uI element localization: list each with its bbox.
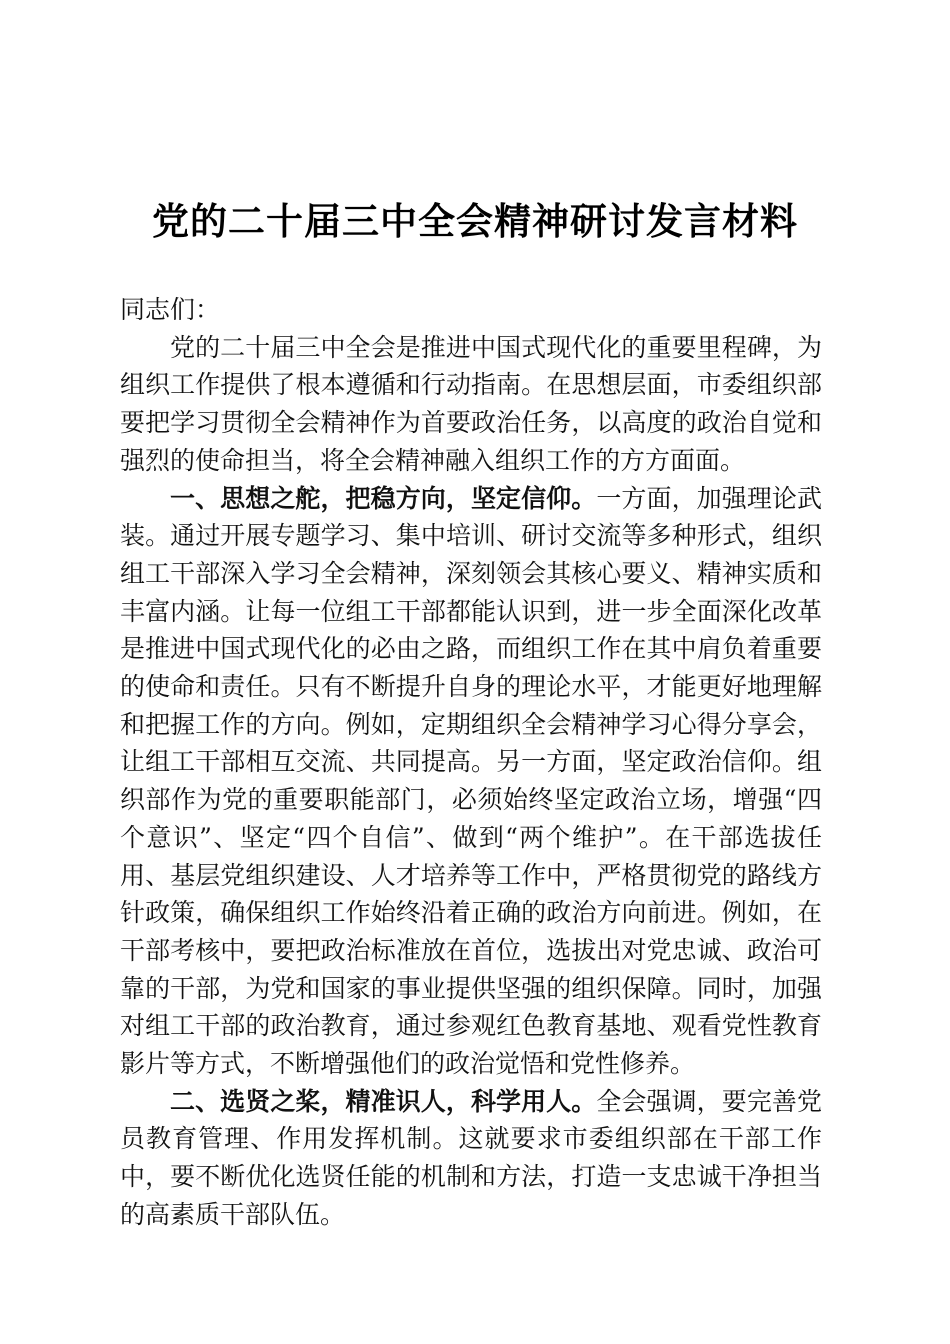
paragraph-intro: [120, 329, 822, 480]
section-heading: 二、选贤之桨，精准识人，科学用人。: [170, 1086, 597, 1116]
document-title: 党的二十届三中全会精神研讨发言材料: [152, 199, 798, 243]
paragraph-section-1: [120, 480, 822, 1083]
paragraph-text: 全会强调，要完善党员教育管理、作用发挥机制。这就要求市委组织部在干部工作中，要不断优化选贤任能的机制和方法，打造一支忠诚干净担当的高素质干部队伍。: [120, 1086, 822, 1229]
paragraph-text: 一方面，加强理论武装。通过开展专题学习、集中培训、研讨交流等多种形式，组织组工干部深入学习全会精神，深刻领会其核心要义、精神实质和丰富内涵。让每一位组工干部都能认识到，进一步全面深化改革是推进中国式现代化的必由之路，而组织工作在其中肩负着重要的使命和责任。只有不断提升自身的理论水平，才能更好地理解和把握工作的方向。例如，定期组织全会精神学习心得分享会，让组工干部相互交流、共同提高。另一方面，坚定政治信仰。组织部作为党的重要职能部门，必须始终坚定政治立场，增强“四个意识”、坚定“四个自信”、做到“两个维护”。在干部选拔任用、基层党组织建设、人才培养等工作中，严格贯彻党的路线方针政策，确保组织工作始终沿着正确的政治方向前进。例如，在干部考核中，要把政治标准放在首位，选拔出对党忠诚、政治可靠的干部，为党和国家的事业提供坚强的组织保障。同时，加强对组工干部的政治教育，通过参观红色教育基地、观看党性教育影片等方式，不断增强他们的政治觉悟和党性修养。: [120, 483, 822, 1079]
document-body: [120, 291, 822, 1234]
section-heading: 一、思想之舵，把稳方向，坚定信仰。: [170, 483, 597, 513]
paragraph-text: 党的二十届三中全会是推进中国式现代化的重要里程碑，为组织工作提供了根本遵循和行动指南。在思想层面，市委组织部要把学习贯彻全会精神作为首要政治任务，以高度的政治自觉和强烈的使命担当，将全会精神融入组织工作的方方面面。: [120, 332, 822, 475]
paragraph-section-2: [120, 1083, 822, 1234]
salutation: 同志们：: [120, 295, 221, 324]
